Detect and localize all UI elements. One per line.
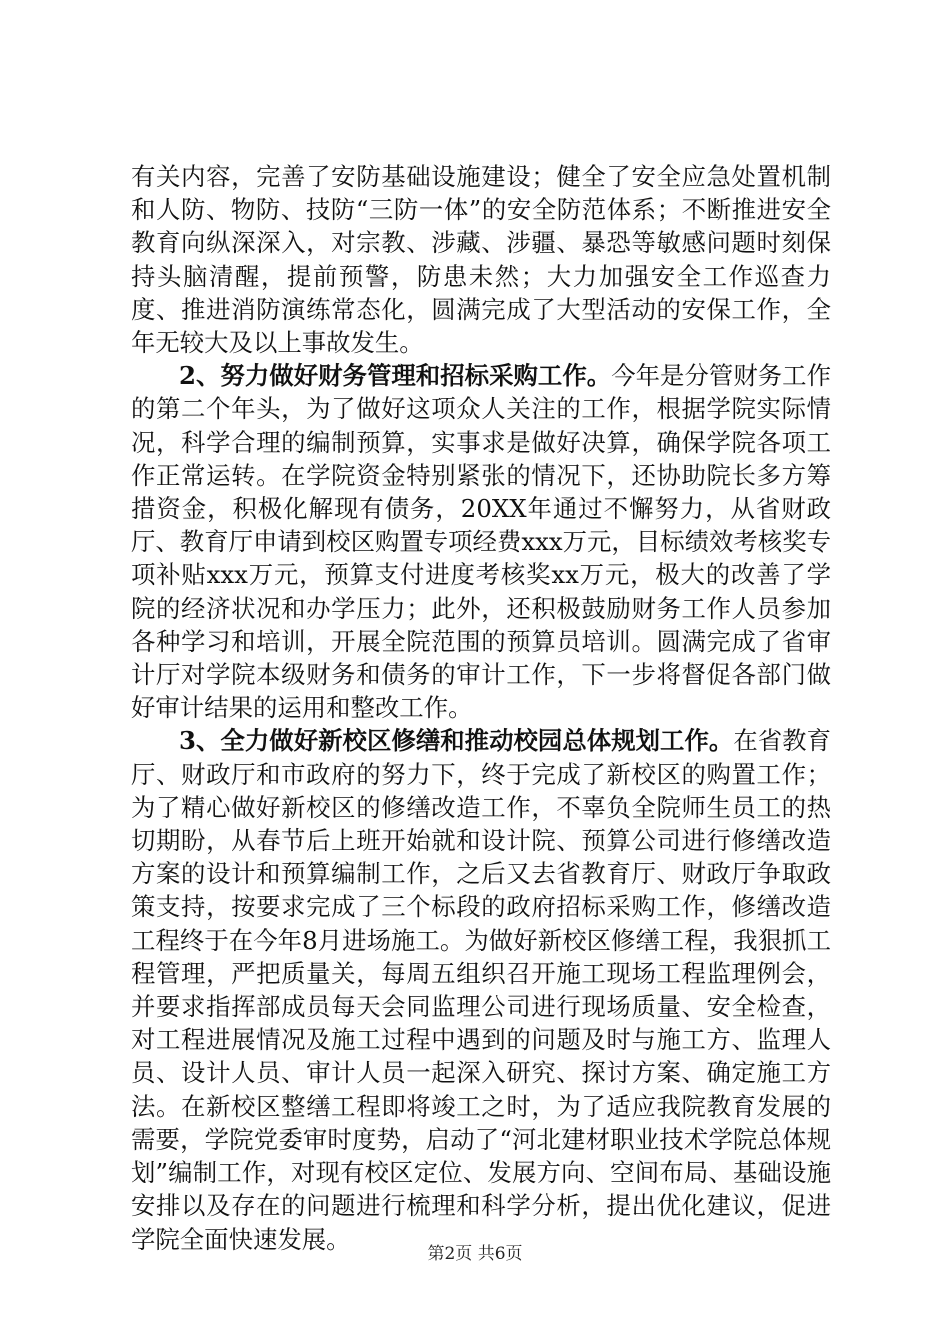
paragraph-text: 今年是分管财务工作的第二个年头，为了做好这项众人关注的工作，根据学院实际情况，科学合理的编制预算，实事求是做好决算，确保学院各项工作正常运转。在学院资金特别紧张的情况下，还协助院长多方筹措资金，积极化解现有债务，20XX年通过不懈努力，从省财政厅、教育厅申请到校区购置专项经费xxx万元，目标绩效考核奖专项补贴xxx万元，预算支付进度考核奖xx万元，极大的改善了学院的经济状况和办学压力；此外，还积极鼓励财务工作人员参加各种学习和培训，开展全院范围的预算员培训。圆满完成了省审计厅对学院本级财务和债务的审计工作，下一步将督促各部门做好审计结果的运用和整改工作。 [131, 361, 831, 723]
paragraph-text: 有关内容，完善了安防基础设施建设；健全了安全应急处置机制和人防、物防、技防“三防一体”的安全防范体系；不断推进安全教育向纵深深入，对宗教、涉藏、涉疆、暴恐等敏感问题时刻保持头脑清醒，提前预警，防患未然；大力加强安全工作巡查力度、推进消防演练常态化，圆满完成了大型活动的安保工作，全年无较大及以上事故发生。 [131, 162, 831, 358]
paragraph-heading: 3、全力做好新校区修缮和推动校园总体规划工作。 [179, 726, 734, 756]
paragraph-heading: 2、努力做好财务管理和招标采购工作。 [179, 361, 612, 391]
document-body [131, 160, 831, 1256]
page-number-label: 第2页 共6页 [427, 1244, 523, 1264]
page-footer [0, 1243, 950, 1265]
paragraph-text: 在省教育厅、财政厅和市政府的努力下，终于完成了新校区的购置工作；为了精心做好新校区的修缮改造工作，不辜负全院师生员工的热切期盼，从春节后上班开始就和设计院、预算公司进行修缮改造方案的设计和预算编制工作，之后又去省教育厅、财政厅争取政策支持，按要求完成了三个标段的政府招标采购工作，修缮改造工程终于在今年8月进场施工。为做好新校区修缮工程，我狠抓工程管理，严把质量关，每周五组织召开施工现场工程监理例会，并要求指挥部成员每天会同监理公司进行现场质量、安全检查，对工程进展情况及施工过程中遇到的问题及时与施工方、监理人员、设计人员、审计人员一起深入研究、探讨方案、确定施工方法。在新校区整缮工程即将竣工之时，为了适应我院教育发展的需要，学院党委审时度势，启动了“河北建材职业技术学院总体规划”编制工作，对现有校区定位、发展方向、空间布局、基础设施安排以及存在的问题进行梳理和科学分析，提出优化建议，促进学院全面快速发展。 [131, 726, 831, 1254]
paragraph-continuation [131, 160, 831, 359]
paragraph-finance [131, 359, 831, 724]
paragraph-campus [131, 724, 831, 1255]
